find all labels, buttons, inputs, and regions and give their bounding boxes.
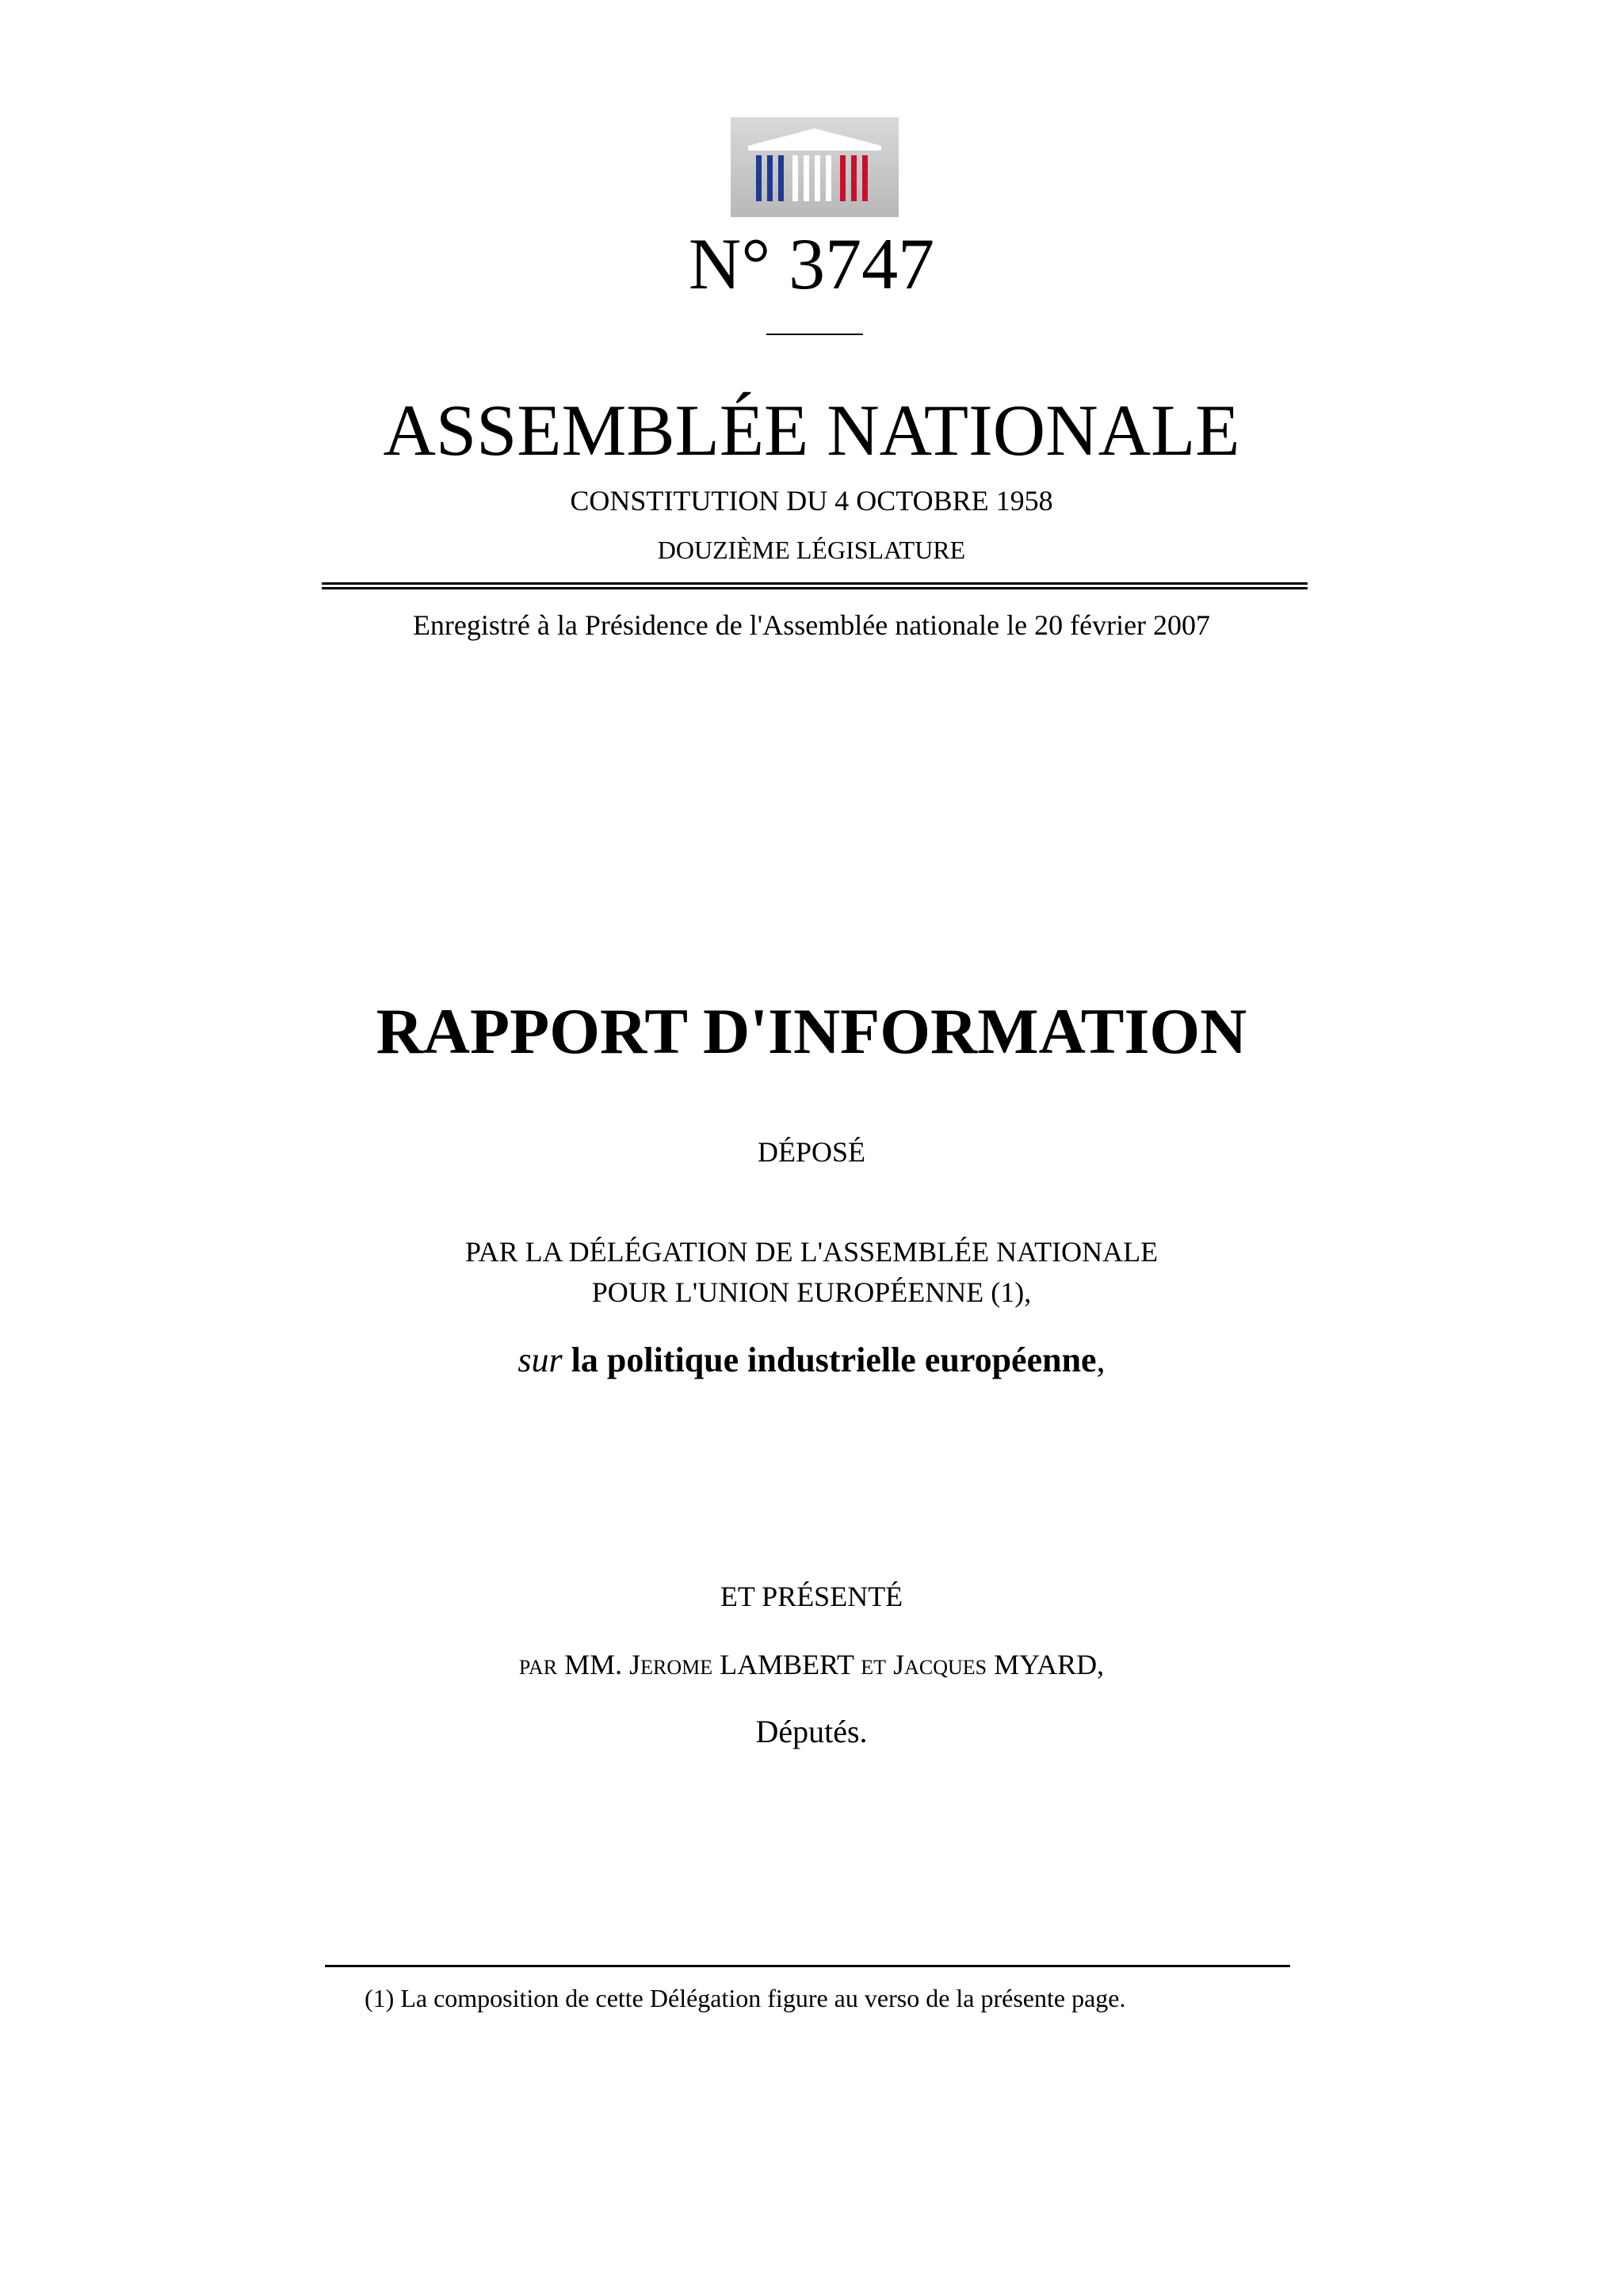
authors-lambert: LAMBERT	[720, 1649, 854, 1680]
report-subject	[0, 1339, 1623, 1382]
short-divider	[766, 334, 863, 335]
authors-mm: MM. J	[564, 1649, 641, 1680]
report-title: RAPPORT D'INFORMATION	[376, 995, 1247, 1067]
subject-topic: la politique industrielle européenne	[571, 1341, 1097, 1379]
deputies-label: Députés.	[755, 1714, 868, 1749]
authors-line	[0, 1647, 1623, 1685]
subject-suffix: ,	[1096, 1341, 1106, 1379]
legislature-line: DOUZIÈME LÉGISLATURE	[657, 536, 966, 564]
authors-myard: MYARD,	[994, 1649, 1105, 1680]
assemblee-nationale-logo-icon	[731, 117, 899, 217]
presented-label: ET PRÉSENTÉ	[720, 1581, 903, 1612]
subject-prefix: sur	[517, 1341, 563, 1379]
footnote: (1) La composition de cette Délégation figure au verso de la présente page.	[365, 1984, 1126, 2012]
authors-erome: EROME	[640, 1656, 713, 1679]
document-number: N° 3747	[688, 223, 935, 304]
assembly-name: ASSEMBLÉE NATIONALE	[383, 390, 1240, 471]
authors-et: ET	[861, 1656, 887, 1679]
deposited-label: DÉPOSÉ	[757, 1136, 866, 1168]
authors-acques: ACQUES	[904, 1656, 987, 1679]
authors-j: J	[893, 1649, 905, 1680]
delegation-line-2: POUR L'UNION EUROPÉENNE (1),	[591, 1276, 1032, 1308]
delegation-line-1: PAR LA DÉLÉGATION DE L'ASSEMBLÉE NATIONALE	[464, 1236, 1159, 1268]
constitution-line: CONSTITUTION DU 4 OCTOBRE 1958	[570, 485, 1053, 517]
authors-par: PAR	[518, 1656, 558, 1679]
double-divider	[322, 582, 1308, 589]
registration-line: Enregistré à la Présidence de l'Assemblée nationale le 20 février 2007	[412, 609, 1211, 641]
footnote-divider	[325, 1965, 1290, 1967]
